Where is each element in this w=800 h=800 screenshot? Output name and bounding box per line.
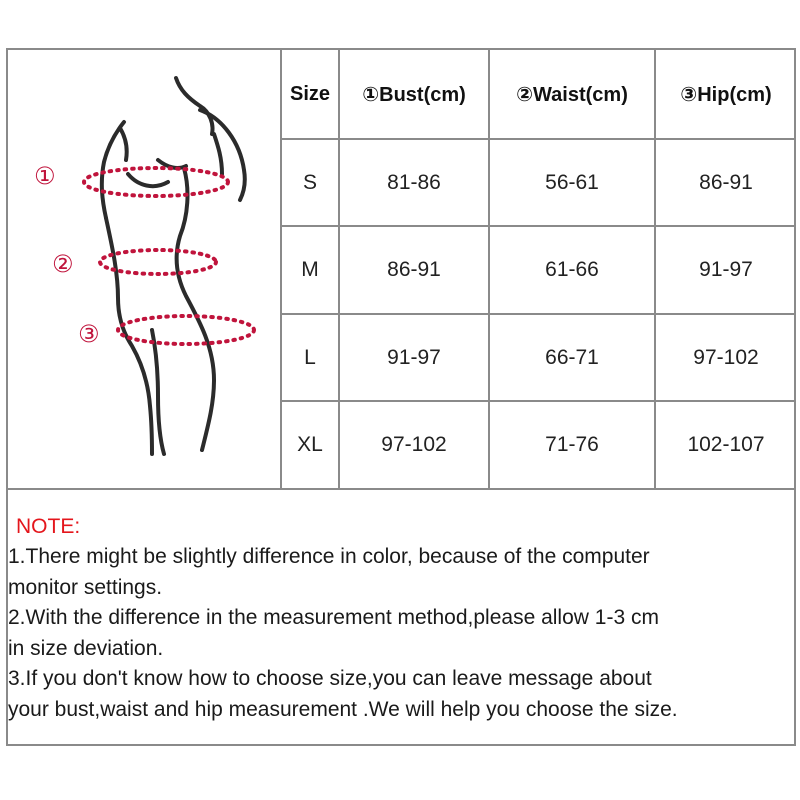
note-line-2: monitor settings.	[8, 575, 163, 599]
row-s-bust: 81-86	[338, 138, 488, 225]
row-l-bust: 91-97	[338, 313, 488, 400]
notes-section	[8, 512, 794, 725]
note-line-6: your bust,waist and hip measurement .We will help you choose the size.	[8, 697, 678, 721]
row-xl-waist: 71-76	[488, 400, 654, 488]
row-m-bust: 86-91	[338, 225, 488, 313]
row-m-hip: 91-97	[654, 225, 796, 313]
header-bust: ①Bust(cm)	[338, 50, 488, 138]
row-l-hip: 97-102	[654, 313, 796, 400]
hip-measure-line	[118, 316, 254, 344]
row-l-size: L	[280, 313, 338, 400]
row-xl-bust: 97-102	[338, 400, 488, 488]
note-line-3: 2.With the difference in the measurement method,please allow 1-3 cm	[8, 606, 659, 629]
row-s-waist: 56-61	[488, 138, 654, 225]
note-title: NOTE:	[16, 515, 81, 538]
silhouette	[102, 78, 245, 454]
bust-marker: ①	[34, 162, 56, 190]
waist-marker: ②	[52, 250, 74, 278]
row-m-size: M	[280, 225, 338, 313]
hip-marker: ③	[78, 320, 100, 348]
note-line-5: 3.If you don't know how to choose size,you can leave message about	[8, 667, 652, 690]
header-hip: ③Hip(cm)	[654, 50, 796, 138]
row-s-size: S	[280, 138, 338, 225]
note-line-4: in size deviation.	[8, 636, 164, 660]
row-xl-size: XL	[280, 400, 338, 488]
row-xl-hip: 102-107	[654, 400, 796, 488]
header-size: Size	[280, 50, 338, 138]
section-divider	[6, 488, 796, 490]
row-s-hip: 86-91	[654, 138, 796, 225]
size-table	[280, 50, 796, 488]
row-l-waist: 66-71	[488, 313, 654, 400]
body-figure-illustration	[8, 50, 278, 488]
bust-measure-line	[84, 168, 228, 196]
row-m-waist: 61-66	[488, 225, 654, 313]
header-waist: ②Waist(cm)	[488, 50, 654, 138]
note-line-1: 1.There might be slightly difference in color, because of the computer	[8, 545, 650, 568]
